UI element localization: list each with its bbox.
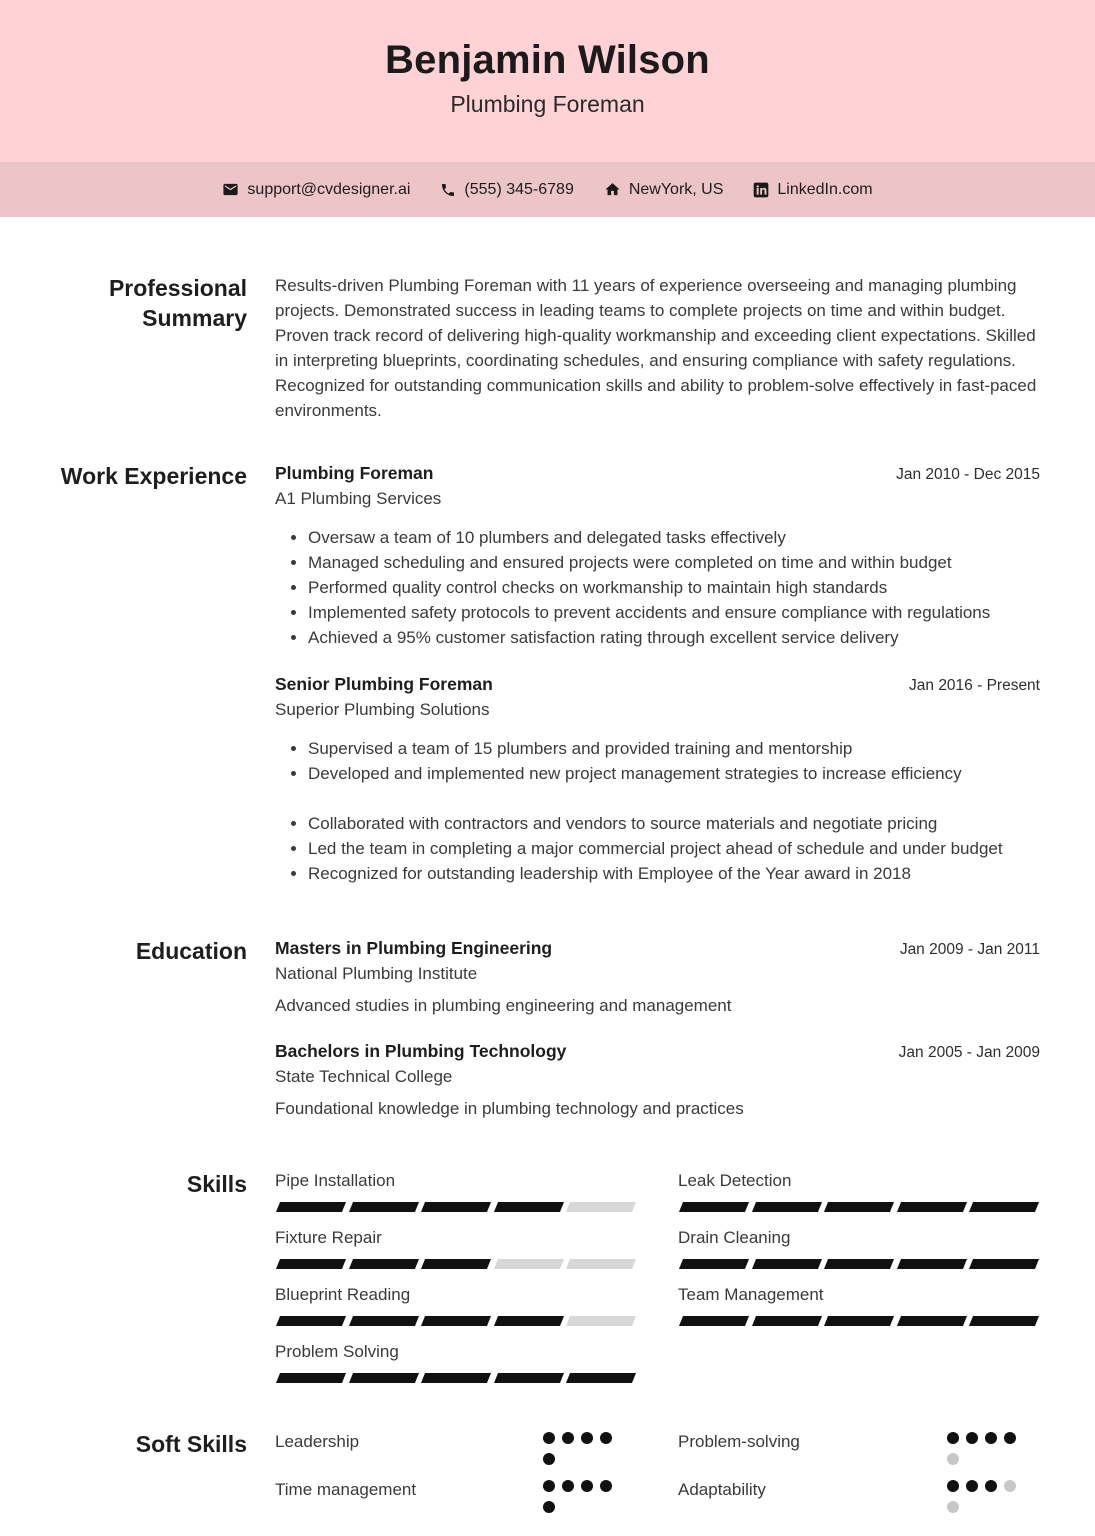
skills-column-left — [275, 1169, 637, 1397]
skill-segment-filled — [752, 1259, 822, 1269]
skill-segment-filled — [421, 1202, 491, 1212]
bullet-item: • Recognized for outstanding leadership with Employee of the Year award in 2018 — [308, 861, 1040, 886]
skill-segment-filled — [421, 1373, 491, 1383]
section-skills — [60, 1169, 1040, 1397]
education-degree: Masters in Plumbing Engineering — [275, 938, 553, 958]
skill-level-bar — [678, 1316, 1040, 1326]
linkedin-icon — [753, 182, 769, 198]
bullet-item: • Collaborated with contractors and vendors to source materials and negotiate pricing — [308, 811, 1040, 836]
education-description: Advanced studies in plumbing engineering and management — [275, 996, 732, 1015]
skill-dot-filled — [543, 1480, 555, 1492]
skill-segment-filled — [421, 1259, 491, 1269]
job-company: Superior Plumbing Solutions — [275, 700, 490, 719]
skill-name: Leak Detection — [678, 1171, 792, 1190]
job-entry — [275, 461, 1040, 650]
soft-skill-name: Time management — [275, 1480, 417, 1499]
skill-dot-filled — [947, 1480, 959, 1492]
skill-level-bar — [678, 1259, 1040, 1269]
skill-segment-filled — [679, 1202, 749, 1212]
skill-item — [678, 1283, 1040, 1326]
resume-header — [0, 0, 1095, 162]
bullet-item: • Led the team in completing a major commercial project ahead of schedule and under budget — [308, 836, 1040, 861]
skill-dot-filled — [562, 1480, 574, 1492]
skill-segment-filled — [276, 1316, 346, 1326]
education-school: National Plumbing Institute — [275, 964, 478, 983]
education-degree: Bachelors in Plumbing Technology — [275, 1041, 567, 1061]
soft-skill-name: Leadership — [275, 1432, 360, 1451]
soft-skill-name: Problem-solving — [678, 1432, 800, 1451]
skill-level-bar — [275, 1373, 637, 1383]
education-entry — [275, 1039, 1040, 1121]
skill-segment-filled — [349, 1202, 419, 1212]
bullet-item: • Managed scheduling and ensured projects were completed on time and within budget — [308, 550, 1040, 575]
skill-segment-empty — [566, 1316, 636, 1326]
section-professional-summary — [60, 273, 1040, 423]
skill-dot-filled — [543, 1432, 555, 1444]
summary-text: Results-driven Plumbing Foreman with 11 years of experience overseeing and managing plumbing projects. Demonstrated success in leading teams to complete projects on time and within budget. Proven track record of delivering high-quality workmanship and exceeding client expectations. Skilled in interpreting blueprints, coordinating schedules, and ensuring compliance with safety regulations. Recognized for outstanding communication skills and ability to problem-solve effectively in fast-paced environments. — [275, 276, 1037, 420]
skill-item — [275, 1340, 637, 1383]
skill-name: Pipe Installation — [275, 1171, 396, 1190]
skill-segment-filled — [752, 1202, 822, 1212]
candidate-title: Plumbing Foreman — [450, 91, 645, 117]
section-education — [60, 936, 1040, 1121]
section-soft-skills — [60, 1429, 1040, 1513]
contact-location — [604, 181, 724, 199]
skill-name: Fixture Repair — [275, 1228, 382, 1247]
skill-item — [678, 1226, 1040, 1269]
bullet-item: • Oversaw a team of 10 plumbers and delegated tasks effectively — [308, 525, 1040, 550]
section-label-education: Education — [135, 938, 247, 964]
skill-dot-filled — [581, 1480, 593, 1492]
skill-segment-filled — [752, 1316, 822, 1326]
skill-dot-filled — [1004, 1432, 1016, 1444]
soft-skill-level-dots — [947, 1477, 1031, 1513]
skill-segment-filled — [494, 1202, 564, 1212]
soft-skill-level-dots — [543, 1429, 627, 1465]
resume-body — [0, 217, 1095, 1513]
skill-dot-filled — [985, 1432, 997, 1444]
skill-segment-filled — [824, 1202, 894, 1212]
education-entry — [275, 936, 1040, 1018]
soft-skills-grid — [275, 1429, 1040, 1513]
job-company: A1 Plumbing Services — [275, 489, 442, 508]
skill-segment-filled — [679, 1316, 749, 1326]
skill-name: Blueprint Reading — [275, 1285, 411, 1304]
section-label-skills: Skills — [186, 1171, 247, 1197]
section-work-experience — [60, 461, 1040, 886]
skill-segment-filled — [897, 1259, 967, 1269]
skill-dot-filled — [966, 1432, 978, 1444]
contact-email — [222, 181, 410, 199]
skill-level-bar — [275, 1316, 637, 1326]
skill-dot-filled — [543, 1453, 555, 1465]
skill-dot-filled — [543, 1501, 555, 1513]
skill-segment-filled — [969, 1202, 1039, 1212]
bullet-item: • Supervised a team of 15 plumbers and provided training and mentorship — [308, 736, 1040, 761]
skill-dot-filled — [947, 1432, 959, 1444]
education-dates: Jan 2005 - Jan 2009 — [898, 1044, 1040, 1061]
contact-phone-text: (555) 345-6789 — [464, 180, 574, 198]
skill-item — [275, 1283, 637, 1326]
skill-dot-filled — [581, 1432, 593, 1444]
soft-skill-level-dots — [543, 1477, 627, 1513]
skills-grid — [275, 1169, 1040, 1397]
skill-segment-empty — [494, 1259, 564, 1269]
skill-dot-filled — [562, 1432, 574, 1444]
skill-item — [275, 1226, 637, 1269]
skill-segment-filled — [276, 1373, 346, 1383]
skill-name: Drain Cleaning — [678, 1228, 791, 1247]
skill-level-bar — [678, 1202, 1040, 1212]
skill-segment-filled — [494, 1373, 564, 1383]
skill-segment-filled — [349, 1316, 419, 1326]
bullet-item: • Implemented safety protocols to prevent accidents and ensure compliance with regulations — [308, 600, 1040, 625]
email-icon — [222, 181, 239, 198]
skill-dot-filled — [600, 1480, 612, 1492]
skill-level-bar — [275, 1202, 637, 1212]
skill-dot-empty — [947, 1501, 959, 1513]
section-label-work-experience: Work Experience — [60, 463, 247, 489]
skill-segment-filled — [276, 1259, 346, 1269]
skill-segment-filled — [679, 1259, 749, 1269]
skill-segment-filled — [566, 1373, 636, 1383]
skill-segment-filled — [276, 1202, 346, 1212]
skill-segment-filled — [494, 1316, 564, 1326]
section-label-professional-summary: Professional Summary — [108, 275, 247, 331]
skill-dot-filled — [966, 1480, 978, 1492]
bullet-item: • Achieved a 95% customer satisfaction rating through excellent service delivery — [308, 625, 1040, 650]
education-description: Foundational knowledge in plumbing technology and practices — [275, 1099, 744, 1118]
candidate-name: Benjamin Wilson — [385, 38, 710, 82]
contact-linkedin — [753, 181, 872, 199]
section-label-soft-skills: Soft Skills — [135, 1431, 247, 1457]
contact-email-text: support@cvdesigner.ai — [247, 180, 411, 198]
skill-item — [678, 1169, 1040, 1212]
job-dates: Jan 2016 - Present — [909, 677, 1040, 694]
skill-segment-filled — [824, 1316, 894, 1326]
job-bullet-list — [275, 736, 1040, 886]
job-dates: Jan 2010 - Dec 2015 — [896, 466, 1040, 483]
soft-skill-name: Adaptability — [678, 1480, 766, 1499]
bullet-item — [308, 786, 1040, 811]
bullet-item: • Performed quality control checks on workmanship to maintain high standards — [308, 575, 1040, 600]
skill-item — [275, 1169, 637, 1212]
skill-dot-filled — [985, 1480, 997, 1492]
phone-icon — [440, 182, 456, 198]
home-icon — [604, 181, 621, 198]
job-title: Senior Plumbing Foreman — [275, 674, 493, 694]
contact-phone — [440, 181, 573, 199]
skill-segment-filled — [824, 1259, 894, 1269]
contact-linkedin-text: LinkedIn.com — [777, 180, 873, 198]
job-title: Plumbing Foreman — [275, 463, 434, 483]
education-school: State Technical College — [275, 1067, 453, 1086]
bullet-item: • Developed and implemented new project management strategies to increase efficiency — [308, 761, 1040, 786]
skills-column-right — [678, 1169, 1040, 1340]
skill-dot-empty — [1004, 1480, 1016, 1492]
skill-name: Problem Solving — [275, 1342, 399, 1361]
contact-location-text: NewYork, US — [628, 180, 724, 198]
skill-segment-filled — [969, 1316, 1039, 1326]
skill-segment-filled — [897, 1316, 967, 1326]
job-entry — [275, 672, 1040, 886]
job-bullet-list — [275, 525, 1040, 650]
skill-segment-empty — [566, 1202, 636, 1212]
skill-segment-empty — [566, 1259, 636, 1269]
skill-dot-filled — [600, 1432, 612, 1444]
skill-segment-filled — [421, 1316, 491, 1326]
skill-name: Team Management — [678, 1285, 824, 1304]
skill-segment-filled — [897, 1202, 967, 1212]
skill-dot-empty — [947, 1453, 959, 1465]
soft-skill-level-dots — [947, 1429, 1031, 1465]
skill-level-bar — [275, 1259, 637, 1269]
contact-bar — [0, 162, 1095, 217]
education-dates: Jan 2009 - Jan 2011 — [899, 941, 1040, 958]
skill-segment-filled — [349, 1259, 419, 1269]
skill-segment-filled — [969, 1259, 1039, 1269]
skill-segment-filled — [349, 1373, 419, 1383]
